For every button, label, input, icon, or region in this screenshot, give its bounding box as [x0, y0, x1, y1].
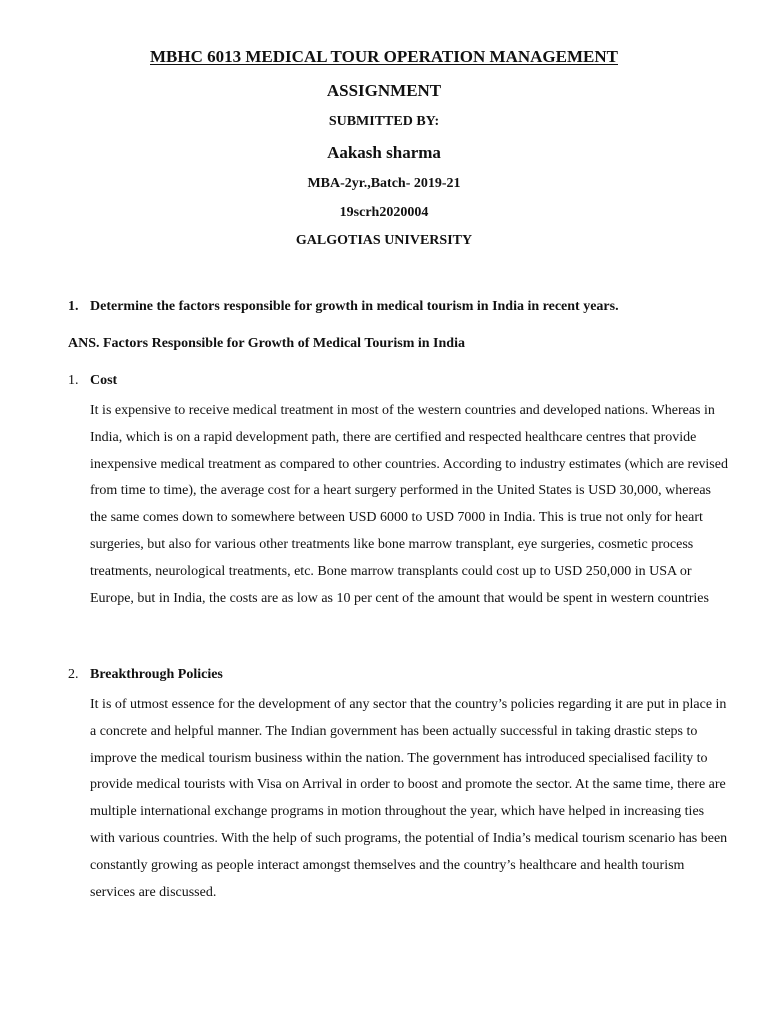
section-heading	[68, 372, 728, 398]
document-subtitle: ASSIGNMENT	[326, 81, 442, 100]
author-name: Aakash sharma	[327, 143, 441, 162]
section-number: 1.	[68, 373, 79, 388]
section-number: 2.	[68, 667, 79, 682]
batch-info: MBA-2yr.,Batch- 2019-21	[307, 176, 461, 191]
question-text: Determine the factors responsible for growth in medical tourism in India in recent years.	[90, 299, 619, 314]
answer-heading: ANS. Factors Responsible for Growth of Medical Tourism in India	[68, 336, 465, 351]
section-title: Breakthrough Policies	[90, 667, 223, 682]
document-title: MBHC 6013 MEDICAL TOUR OPERATION MANAGEMENT	[150, 47, 618, 66]
question-number: 1.	[68, 299, 79, 314]
section-title: Cost	[90, 373, 118, 388]
submitted-by-label: SUBMITTED BY:	[328, 114, 440, 129]
university-name: GALGOTIAS UNIVERSITY	[295, 233, 473, 248]
question	[68, 299, 619, 315]
section-body: It is of utmost essence for the development of any sector that the country’s policies regarding it are put in place in a concrete and helpful manner. The Indian government has been actually successful in taking drastic steps to improve the medical tourism business within the nation. The government has introduced specialised facility to provide medical tourists with Visa on Arrival in order to boost and promote the sector. At the same time, there are multiple international exchange programs in motion throughout the year, which have helped in increasing ties with various countries. With the help of such programs, the potential of India’s medical tourism scenario has been constantly growing as people interact amongst themselves and the country’s healthcare and health tourism services are discussed.	[90, 697, 728, 900]
section-breakthrough-policies	[68, 666, 728, 906]
section-heading	[68, 666, 728, 692]
section-cost	[68, 372, 728, 612]
section-body: It is expensive to receive medical treatment in most of the western countries and developed nations. Whereas in India, which is on a rapid development path, there are certified and respected healthcare centres that provide inexpensive medical treatment as compared to other countries. According to industry estimates (which are revised from time to time), the average cost for a heart surgery performed in the United States is USD 30,000, whereas the same comes down to somewhere between USD 6000 to USD 7000 in India. This is true not only for heart surgeries, but also for various other treatments like bone marrow transplant, eye surgeries, cosmetic process treatments, neurological treatments, etc. Bone marrow transplants could cost up to USD 250,000 in USA or Europe, but in India, the costs are as low as 10 per cent of the amount that would be spent in western countries	[90, 403, 728, 606]
roll-number: 19scrh2020004	[339, 205, 429, 220]
